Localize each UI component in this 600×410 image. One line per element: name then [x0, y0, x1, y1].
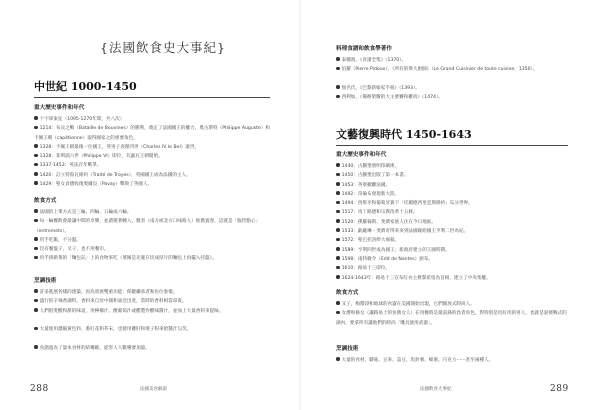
list-item: 1429：聖女貞德收復奧爾良（Pavay）擊敗了英國人。 [34, 180, 270, 189]
list-item: 泰爾馮，《食譜全集》（1370）。 [336, 56, 568, 65]
section-renaissance-events [336, 150, 568, 283]
list-item: 每一輪餐飲會最讓中間的享樂，並讀變著轉入，數者（南方或北方口味路人）推薦賓客，這就是「服侍點心」（entremets）。 [34, 219, 261, 234]
list-item: 叉子，梅階段和地球的食器在美國開始出現，它們開放式時尚人。 [336, 300, 568, 309]
section-renaissance-dining [336, 288, 568, 337]
era-medieval [34, 78, 270, 98]
era-renaissance [336, 126, 568, 146]
list-item: 1589：亨利四世成為國王；新政府建立的王國時期。 [336, 246, 568, 255]
section-renaissance-cooking [336, 344, 568, 365]
section-medieval-dining [34, 196, 270, 273]
list-item: 1572：聖巴托洛繆大屠殺。 [336, 236, 568, 245]
list-item: 1517：馬丁路德和宗教改革十五條。 [336, 208, 568, 217]
section-cookbooks [336, 44, 568, 102]
list-item: 1337-1453：英法百年戰爭。 [34, 161, 270, 170]
section-heading: 料理食譜和飲食學著作 [336, 46, 392, 52]
page-number-right: 289 [550, 384, 569, 394]
list-item: 1328：菲利浦六世（Philippe VI）即位，瓦盧瓦王朝開始。 [34, 152, 270, 161]
list-item: 1624-1643年：路易十三宣布紅衣主教黎希留為首相，建立了中央集權。 [336, 274, 568, 283]
list-item: 1492：哥倫布發現新大陸。 [336, 190, 568, 199]
list-item: 1610：路易十三即位。 [336, 264, 568, 273]
running-footer-right: 法國飲食大事紀 [420, 387, 452, 392]
section-heading: 飲食方式 [34, 198, 57, 204]
era-heading-renaissance: 文藝復興時代 1450-1643 [336, 126, 568, 146]
list-item: 1598：南特敕令（Edit de Nantes）頒布。 [336, 255, 568, 264]
list-item: 十字軍東征（1095-1270年間，共八次） [34, 115, 270, 124]
list-item: 法國的上菜方式是三輪、四輪、五輪或六輪。 [34, 208, 270, 217]
list-item: 伯羅（Pierre Pidoux），《所有的偉大廚師》（Le Grand Cuisinier de toute cuisine，1350）。 [336, 65, 568, 84]
list-item: 1520：佛羅倫斯、斐濟家族人住在今日地區。 [336, 218, 568, 227]
list-item: 1440：古騰堡發明印刷術。 [336, 162, 568, 171]
list-item: 用手吃飯，不分盤。 [34, 236, 270, 245]
list-item: 許多進展各樣的建築，因為貴族雙重功能：保鍵繼承者和佐位象徵。 [34, 288, 270, 297]
list-item: 1453：英軍撤離法國。 [336, 181, 568, 190]
list-item: 人們很愛酸和甜的味道，用檸檬汁、酸葡萄汁或醋製作酸味醬汁，並加上大量香料來提味。 [34, 307, 270, 326]
section-heading: 烹調技術 [336, 346, 359, 352]
list-item: 1494：西班牙和葡萄牙簽下「托爾德西里亞斯條約」瓜分世界。 [336, 199, 568, 208]
section-heading: 重大歷史事件和年代 [34, 105, 85, 111]
list-item: 沒有餐盤子，叉子，也不用餐巾。 [34, 245, 270, 254]
section-heading: 烹調技術 [34, 278, 57, 284]
page-number-left: 288 [30, 384, 49, 394]
section-heading: 重大歷史事件和年代 [336, 152, 387, 158]
list-item: 1214：布汶之戰（Bataille de Bouvines）的勝利，奠定了法國國王的權力，奧古斯特（Philippe Auguste）和卡佩王朝（capétienne）取得國家之的重要角色。 [34, 126, 270, 141]
list-item: 1328：卡佩王朝最後一位國王，英男子查理四世（Charles IV le Bel）逝世。 [34, 143, 270, 152]
section-medieval-events [34, 103, 270, 189]
list-item: 1533：凱薩琳・斐濟奇得來來到法國嫁給國王亨利二世為妃。 [336, 227, 568, 236]
list-item: 食譜過為了量本食材的結構歐，從害人人數導要加量。 [34, 344, 270, 353]
list-item: 大量的食材，蘑菇、豆來、蒜豆、馬鈴薯、蜂蜜、巧克力⋯⋯甚至兩種人。 [336, 356, 568, 365]
list-item: 盛行的辛辣香調料，香料來自於中國和東亞出產，當時的香料相當昂貴。 [34, 297, 270, 306]
right-page [300, 0, 600, 410]
chapter-title: {法國飲食史大事紀} [100, 40, 226, 55]
list-item: 西利加，《備辦榮耀的大主要賽和雞肉》（1474）。 [336, 93, 568, 102]
section-heading: 飲食方式 [336, 290, 359, 296]
running-footer-left: 法國美食解說 [140, 387, 167, 392]
list-item: 無名氏，《巴黎新娘家手冊》（1393）。 [336, 84, 568, 93]
list-item: 大量使用濃縮黃色料、番紅花和芥末，也使用雞肝和栗子粉來給醬汁勾芡。 [34, 325, 270, 344]
list-item: 1420：訂立特魯瓦條約（Traité de Troyes），英國國王成為法國的主人。 [34, 171, 270, 180]
list-item: 女爵和修女（讓路易士的仿舊女人）在用餐時是最前鋒的負責角色，對特別是切好肉的男人，也就是說被戰式的湖內，要拿所有讓他們的時尚「雕具使用武器」。 [336, 311, 567, 326]
era-heading-medieval: 中世紀 1000-1450 [34, 78, 270, 98]
section-medieval-cooking [34, 276, 270, 353]
list-item: 1450：古騰堡出版了第一本書。 [336, 171, 568, 180]
list-item: 用手掛新菜的「麵包託」上的食物來吃（菜餚是先施在切成厚片的麵包上再擺入托盤）。 [34, 254, 270, 273]
